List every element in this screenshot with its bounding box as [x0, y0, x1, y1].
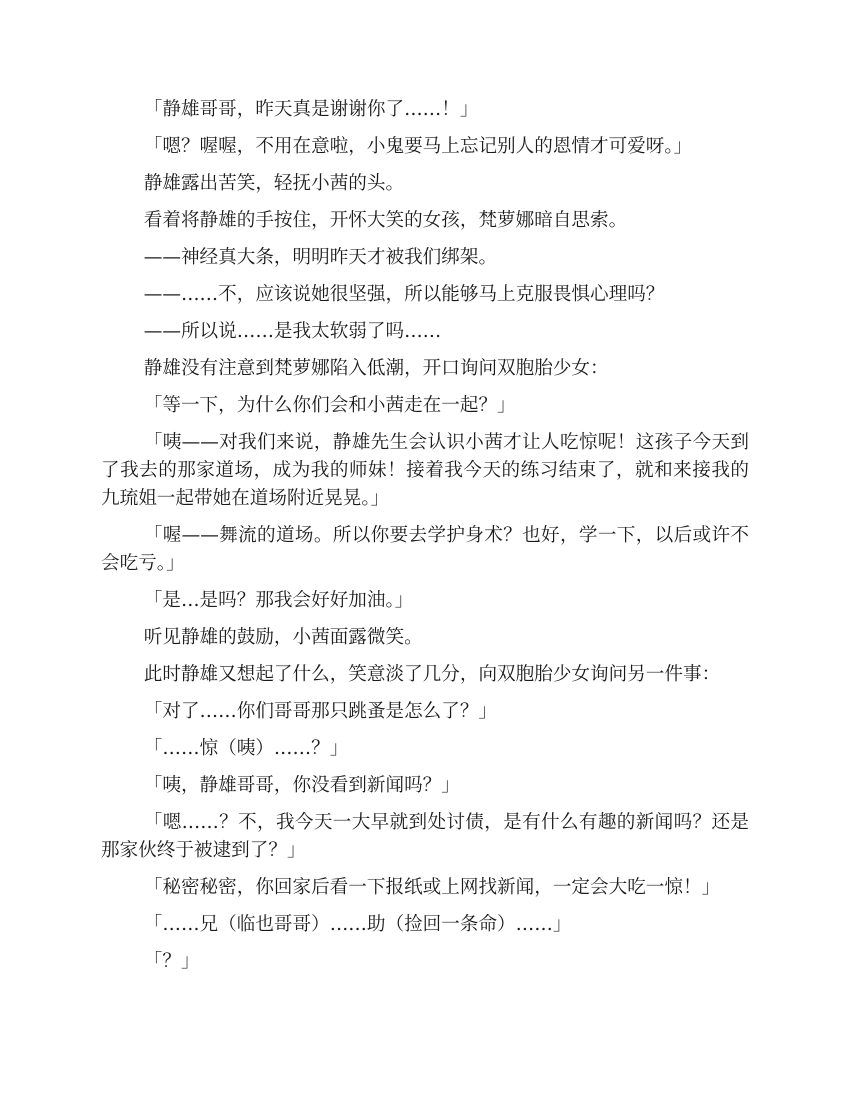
paragraph: ——神经真大条，明明昨天才被我们绑架。: [143, 247, 498, 268]
paragraph: 「喔——舞流的道场。所以你要去学护身术？也好，学一下，以后或许不会吃亏。」: [101, 525, 749, 574]
paragraph: 看着将静雄的手按住，开怀大笑的女孩，梵萝娜暗自思索。: [143, 210, 628, 231]
document-page: [101, 96, 749, 985]
paragraph: 「等一下，为什么你们会和小茜走在一起？」: [143, 395, 516, 416]
paragraph: 「……兄（临也哥哥）……助（捡回一条命）……」: [143, 914, 572, 935]
paragraph: 「……惊（咦）……？」: [143, 738, 349, 759]
paragraph: 「静雄哥哥，昨天真是谢谢你了……！」: [143, 99, 479, 120]
paragraph: ——……不，应该说她很坚强，所以能够马上克服畏惧心理吗？: [143, 284, 665, 305]
paragraph: 「咦——对我们来说，静雄先生会认识小茜才让人吃惊呢！这孩子今天到了我去的那家道场，成为我的师妹！接着我今天的练习结束了，就和来接我的九琉姐一起带她在道场附近晃晃。」: [101, 432, 749, 509]
paragraph: 「？」: [143, 951, 200, 972]
paragraph: 「嗯……？不，我今天一大早就到处讨债，是有什么有趣的新闻吗？还是那家伙终于被逮到了？」: [101, 812, 749, 861]
paragraph: 听见静雄的鼓励，小茜面露微笑。: [143, 627, 423, 648]
paragraph: 「对了……你们哥哥那只跳蚤是怎么了？」: [143, 701, 498, 722]
paragraph: ——所以说……是我太软弱了吗……: [143, 321, 442, 342]
paragraph: 此时静雄又想起了什么，笑意淡了几分，向双胞胎少女询问另一件事：: [143, 664, 721, 685]
paragraph: 「是…是吗？那我会好好加油。」: [143, 590, 414, 611]
paragraph: 「秘密秘密，你回家后看一下报纸或上网找新闻，一定会大吃一惊！」: [143, 877, 721, 898]
paragraph: 静雄露出苦笑，轻抚小茜的头。: [143, 173, 405, 194]
paragraph: 「嗯？喔喔，不用在意啦，小鬼要马上忘记别人的恩情才可爱呀。」: [143, 136, 693, 157]
paragraph: 「咦，静雄哥哥，你没看到新闻吗？」: [143, 775, 460, 796]
paragraph: 静雄没有注意到梵萝娜陷入低潮，开口询问双胞胎少女：: [143, 358, 609, 379]
